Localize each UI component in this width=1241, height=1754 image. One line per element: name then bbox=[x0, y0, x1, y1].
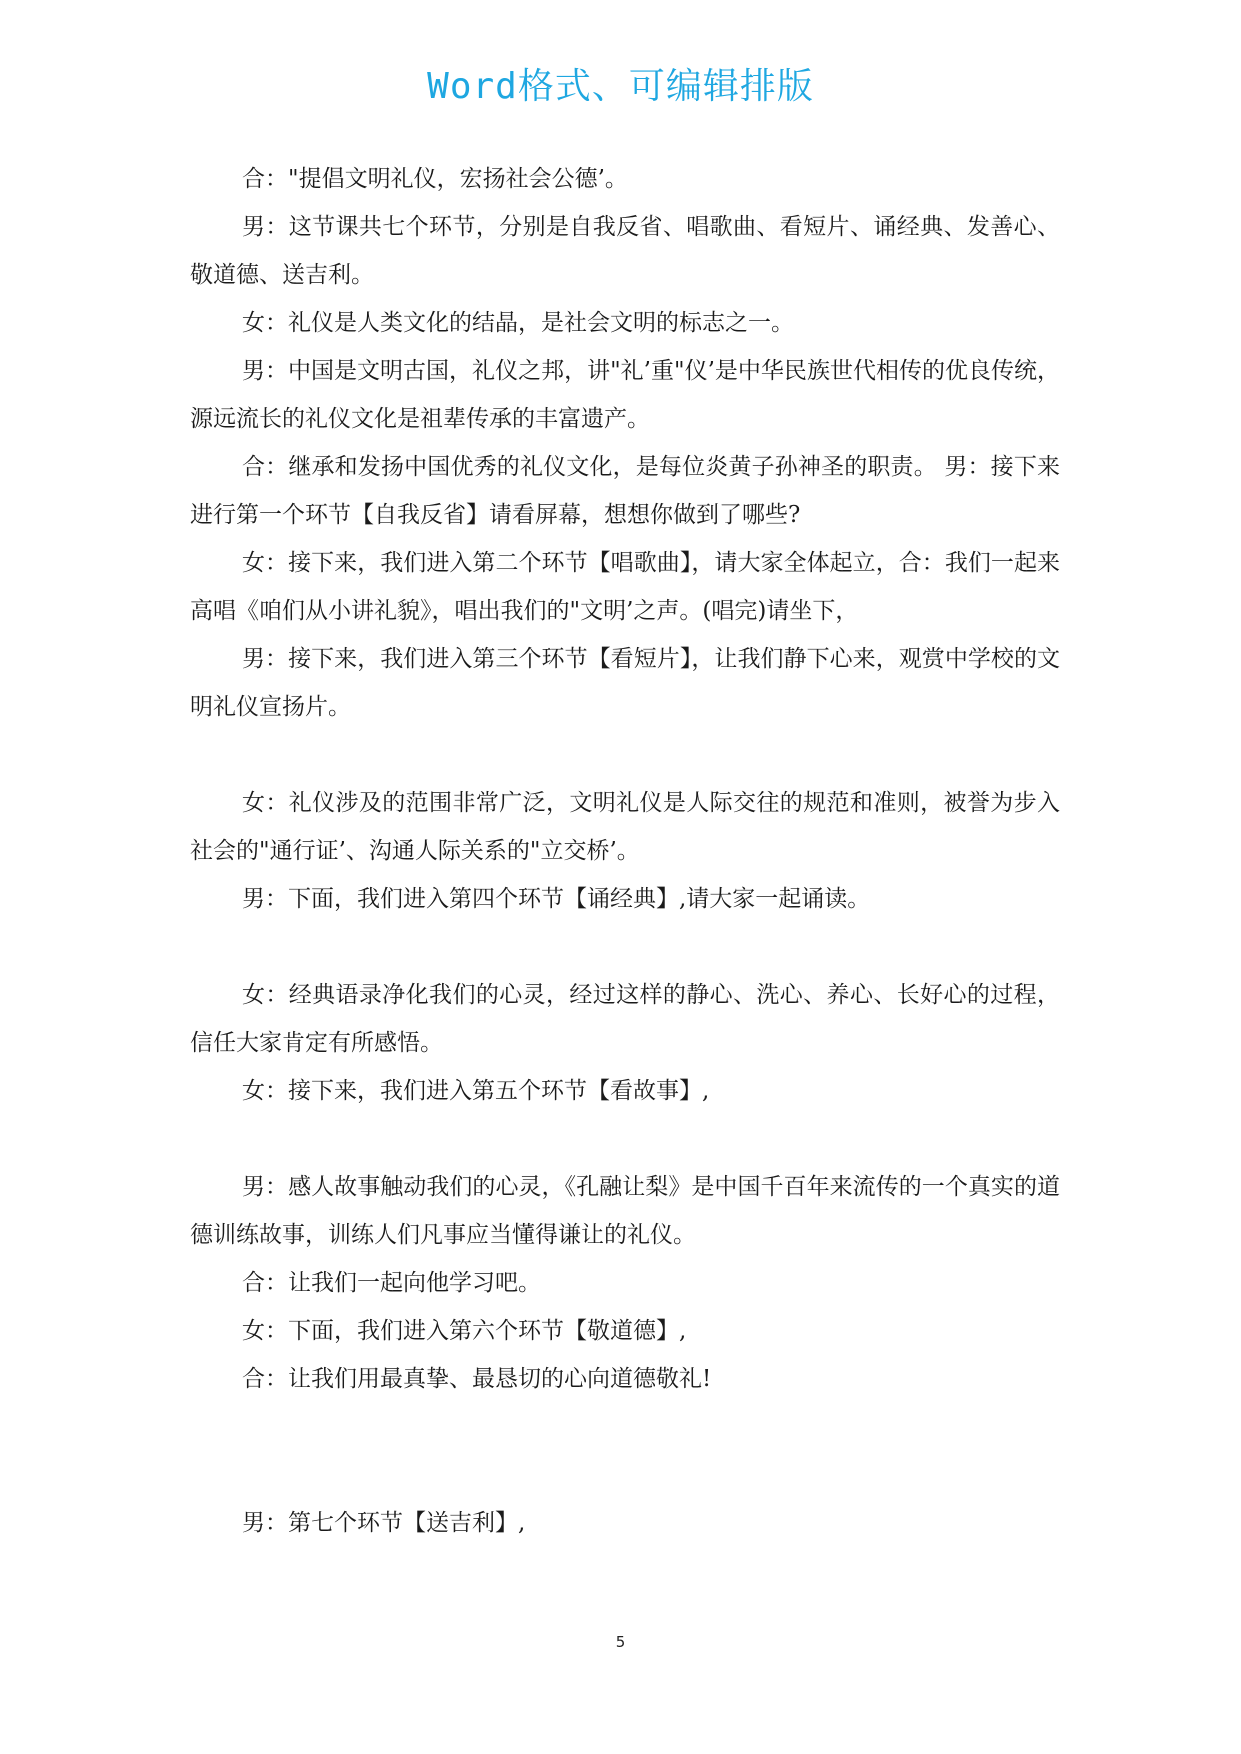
paragraph: 女：经典语录净化我们的心灵，经过这样的静心、洗心、养心、长好心的过程，信任大家肯定有所感悟。 bbox=[190, 982, 1060, 1056]
blank-line bbox=[190, 731, 1060, 779]
paragraph: 合：让我们用最真挚、最恳切的心向道德敬礼! bbox=[242, 1366, 712, 1392]
paragraph: 女：礼仪是人类文化的结晶，是社会文明的标志之一。 bbox=[242, 310, 794, 336]
paragraph: 男：接下来，我们进入第三个环节【看短片】，让我们静下心来，观赏中学校的文明礼仪宣扬片。 bbox=[190, 646, 1060, 720]
blank-line bbox=[190, 1403, 1060, 1499]
blank-line bbox=[190, 1115, 1060, 1163]
document-body bbox=[190, 155, 1060, 1547]
header-title: Word格式、可编辑排版 bbox=[427, 66, 814, 107]
paragraph: 男：下面，我们进入第四个环节【诵经典】,请大家一起诵读。 bbox=[242, 886, 871, 912]
blank-line bbox=[190, 923, 1060, 971]
paragraph: 女：礼仪涉及的范围非常广泛，文明礼仪是人际交往的规范和准则，被誉为步入社会的"通行证’、沟通人际关系的"立交桥’。 bbox=[190, 790, 1060, 864]
paragraph: 女：接下来，我们进入第五个环节【看故事】, bbox=[242, 1078, 710, 1104]
paragraph: 合：继承和发扬中国优秀的礼仪文化，是每位炎黄子孙神圣的职责。 男：接下来进行第一个环节【自我反省】请看屏幕，想想你做到了哪些? bbox=[190, 454, 1060, 528]
paragraph: 女：接下来，我们进入第二个环节【唱歌曲】，请大家全体起立，合：我们一起来高唱《咱们从小讲礼貌》，唱出我们的"文明’之声。(唱完)请坐下， bbox=[190, 550, 1060, 624]
paragraph: 合："提倡文明礼仪，宏扬社会公德’。 bbox=[242, 166, 628, 192]
paragraph: 女：下面，我们进入第六个环节【敬道德】, bbox=[242, 1318, 687, 1344]
paragraph: 合：让我们一起向他学习吧。 bbox=[242, 1270, 541, 1296]
paragraph: 男：中国是文明古国，礼仪之邦，讲"礼’重"仪’是中华民族世代相传的优良传统，源远流长的礼仪文化是祖辈传承的丰富遗产。 bbox=[190, 358, 1060, 432]
paragraph: 男：第七个环节【送吉利】, bbox=[242, 1510, 526, 1536]
paragraph: 男：这节课共七个环节，分别是自我反省、唱歌曲、看短片、诵经典、发善心、敬道德、送吉利。 bbox=[190, 214, 1060, 288]
page-number: 5 bbox=[615, 1633, 626, 1651]
paragraph: 男：感人故事触动我们的心灵，《孔融让梨》是中国千百年来流传的一个真实的道德训练故事，训练人们凡事应当懂得谦让的礼仪。 bbox=[190, 1174, 1060, 1248]
